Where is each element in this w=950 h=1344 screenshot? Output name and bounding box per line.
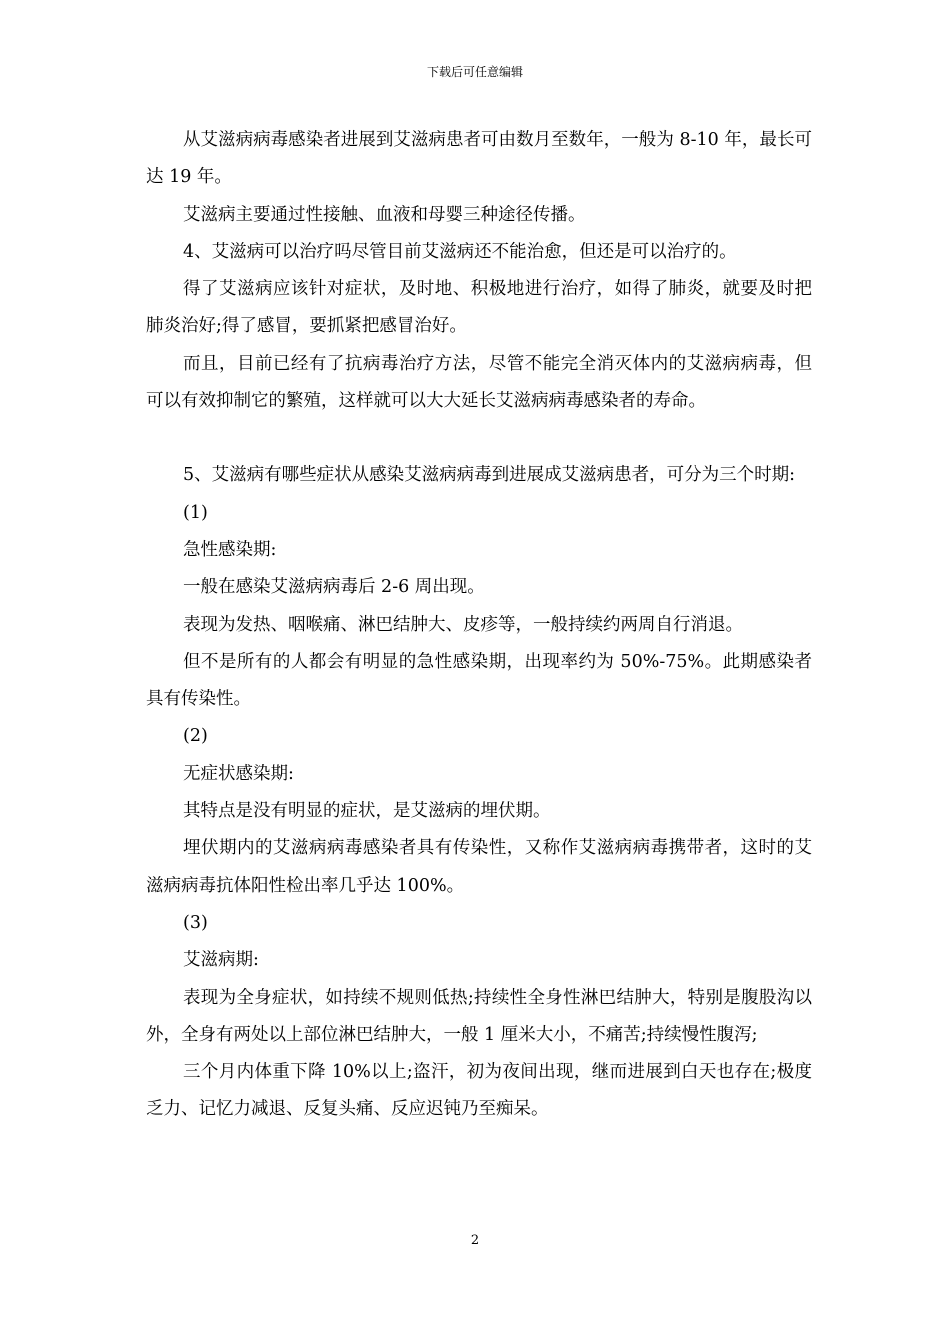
paragraph: 4、艾滋病可以治疗吗尽管目前艾滋病还不能治愈，但还是可以治疗的。 <box>183 241 737 262</box>
paragraph: 得了艾滋病应该针对症状，及时地、积极地进行治疗，如得了肺炎，就要及时把肺炎治好;得了感冒，要抓紧把感冒治好。 <box>146 279 812 337</box>
paragraph: 但不是所有的人都会有明显的急性感染期，出现率约为 50%-75%。此期感染者具有传染性。 <box>146 651 812 710</box>
paragraph: 一般在感染艾滋病病毒后 2-6 周出现。 <box>183 577 485 598</box>
section-heading: 无症状感染期: <box>183 763 294 784</box>
paragraph: 表现为发热、咽喉痛、淋巴结肿大、皮疹等，一般持续约两周自行消退。 <box>183 614 743 635</box>
paragraph: 而且，目前已经有了抗病毒治疗方法，尽管不能完全消灭体内的艾滋病病毒，但可以有效抑制它的繁殖，这样就可以大大延长艾滋病病毒感染者的寿命。 <box>146 353 812 412</box>
paragraph: 艾滋病主要通过性接触、血液和母婴三种途径传播。 <box>183 204 586 225</box>
section-number: (2) <box>183 726 208 747</box>
page-header: 下载后可任意编辑 <box>426 65 523 79</box>
paragraph: 其特点是没有明显的症状，是艾滋病的埋伏期。 <box>183 801 551 822</box>
section-number: (1) <box>183 502 208 523</box>
document-body <box>146 122 812 1129</box>
page-number: 2 <box>470 1233 480 1248</box>
paragraph: 5、艾滋病有哪些症状从感染艾滋病病毒到进展成艾滋病患者，可分为三个时期: <box>183 465 796 486</box>
paragraph: 三个月内体重下降 10%以上;盗汗，初为夜间出现，继而进展到白天也存在;极度乏力、记忆力减退、反复头痛、反应迟钝乃至痴呆。 <box>146 1062 812 1120</box>
section-heading: 急性感染期: <box>183 539 277 560</box>
paragraph: 从艾滋病病毒感染者进展到艾滋病患者可由数月至数年，一般为 8-10 年，最长可达 19 年。 <box>146 130 812 188</box>
paragraph: 埋伏期内的艾滋病病毒感染者具有传染性，又称作艾滋病病毒携带者，这时的艾滋病病毒抗体阳性检出率几乎达 100%。 <box>146 838 812 896</box>
paragraph-spacer <box>146 420 812 457</box>
section-number: (3) <box>183 912 208 933</box>
section-heading: 艾滋病期: <box>183 950 259 971</box>
paragraph: 表现为全身症状，如持续不规则低热;持续性全身性淋巴结肿大，特别是腹股沟以外，全身有两处以上部位淋巴结肿大，一般 1 厘米大小，不痛苦;持续慢性腹泻; <box>146 987 812 1045</box>
